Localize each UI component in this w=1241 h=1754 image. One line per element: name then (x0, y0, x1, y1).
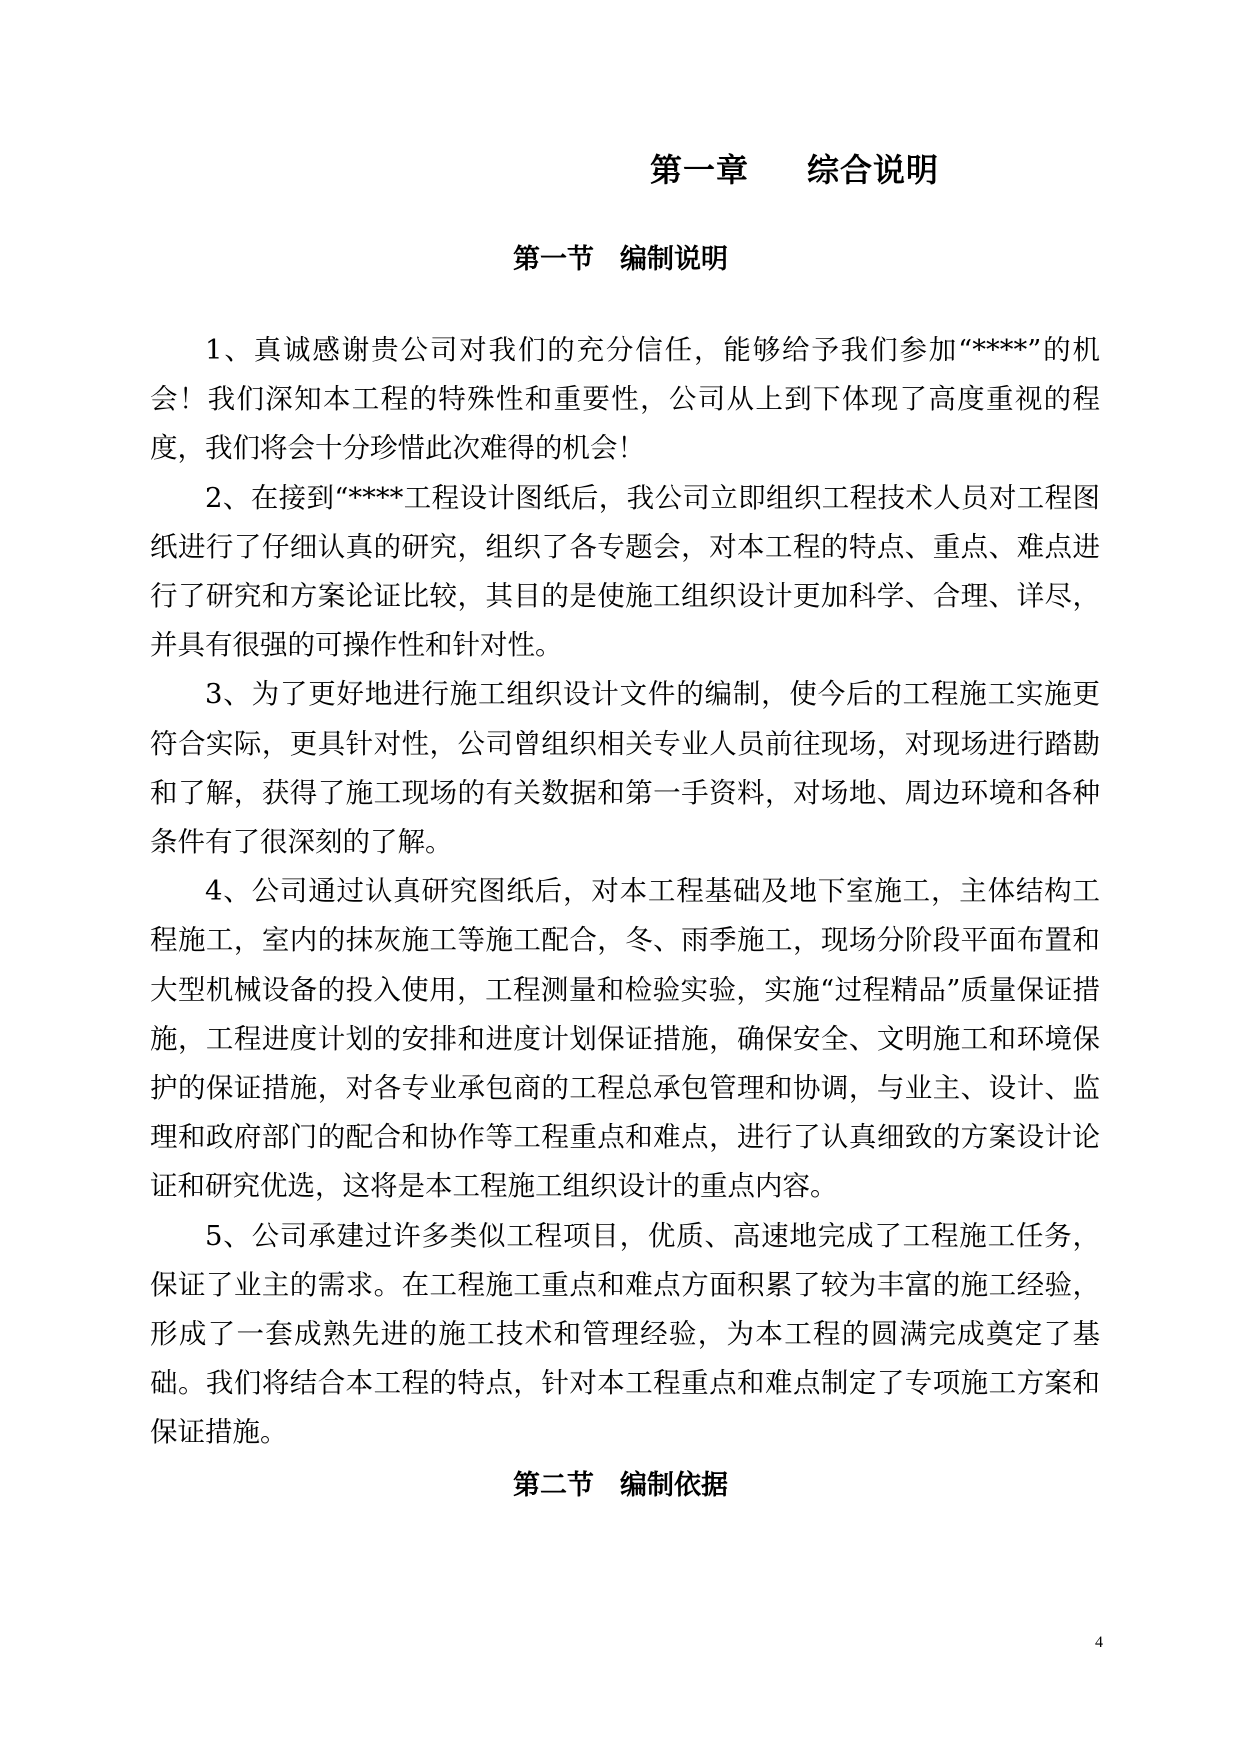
paragraph-2: 2、在接到“****工程设计图纸后，我公司立即组织工程技术人员对工程图纸进行了仔细认真的研究，组织了各专题会，对本工程的特点、重点、难点进行了研究和方案论证比较，其目的是使施工组织设计更加科学、合理、详尽，并具有很强的可操作性和针对性。 (150, 481, 1100, 662)
section-2-number: 第二节 (513, 1470, 594, 1501)
body-text (150, 326, 1100, 1458)
paragraph-4: 4、公司通过认真研究图纸后，对本工程基础及地下室施工，主体结构工程施工，室内的抹灰施工等施工配合，冬、雨季施工，现场分阶段平面布置和大型机械设备的投入使用，工程测量和检验实验，实施“过程精品”质量保证措施，工程进度计划的安排和进度计划保证措施，确保安全、文明施工和环境保护的保证措施，对各专业承包商的工程总承包管理和协调，与业主、设计、监理和政府部门的配合和协作等工程重点和难点，进行了认真细致的方案设计论证和研究优选，这将是本工程施工组织设计的重点内容。 (150, 875, 1100, 1203)
section-heading-2 (0, 1466, 1241, 1506)
chapter-number: 第一章 (650, 151, 750, 189)
page-number: 4 (1095, 1634, 1103, 1651)
section-heading-1 (0, 240, 1241, 280)
chapter-title: 综合说明 (807, 151, 940, 189)
paragraph-1: 1、真诚感谢贵公司对我们的充分信任，能够给予我们参加“****”的机会！我们深知本工程的特殊性和重要性，公司从上到下体现了高度重视的程度，我们将会十分珍惜此次难得的机会！ (150, 334, 1100, 465)
section-2-title: 编制依据 (620, 1470, 728, 1501)
section-1-number: 第一节 (513, 244, 594, 275)
paragraph-5: 5、公司承建过许多类似工程项目，优质、高速地完成了工程施工任务，保证了业主的需求。在工程施工重点和难点方面积累了较为丰富的施工经验，形成了一套成熟先进的施工技术和管理经验，为本工程的圆满完成奠定了基础。我们将结合本工程的特点，针对本工程重点和难点制定了专项施工方案和保证措施。 (150, 1219, 1100, 1449)
chapter-heading (650, 148, 939, 192)
paragraph-3: 3、为了更好地进行施工组织设计文件的编制，使今后的工程施工实施更符合实际，更具针对性，公司曾组织相关专业人员前往现场，对现场进行踏勘和了解，获得了施工现场的有关数据和第一手资料，对场地、周边环境和各种条件有了很深刻的了解。 (150, 678, 1100, 859)
section-1-title: 编制说明 (620, 244, 728, 275)
